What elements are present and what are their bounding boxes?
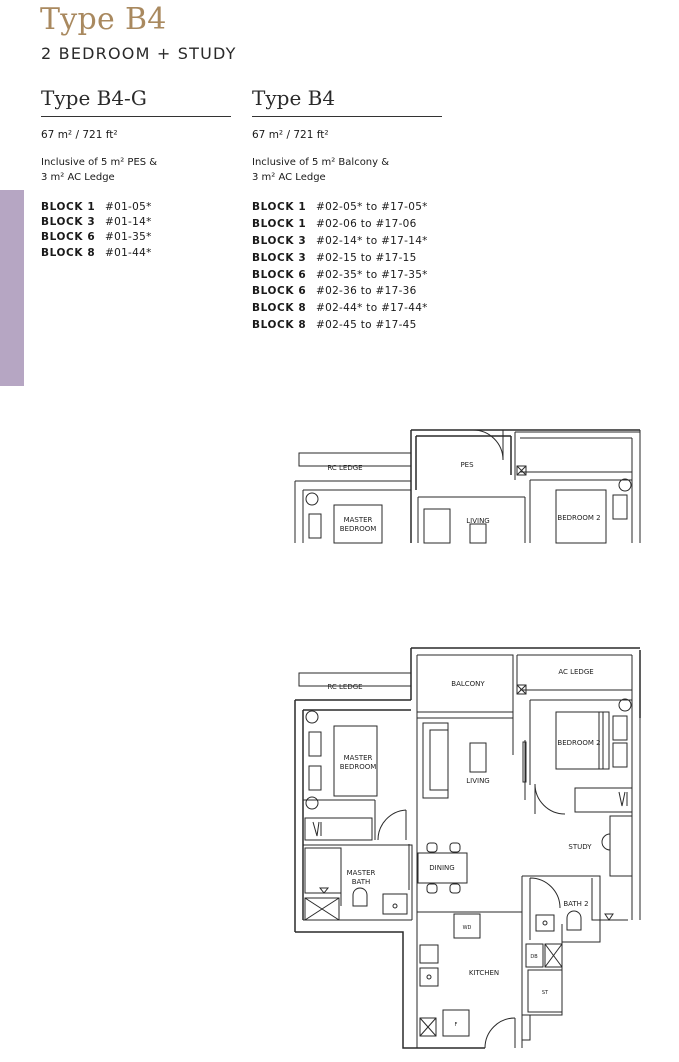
room-label-living: LIVING [466, 777, 490, 785]
block-name: BLOCK 3 [41, 216, 96, 229]
block-name: BLOCK 6 [252, 285, 307, 298]
room-label-pes: PES [460, 461, 474, 469]
inclusive-line: 3 m² AC Ledge [252, 172, 326, 183]
room-label-living: LIVING [466, 517, 490, 525]
room-label-bath-2: BATH 2 [563, 900, 589, 908]
room-label-dining: DINING [429, 864, 455, 872]
block-name: BLOCK 8 [252, 318, 307, 331]
block-units: #02-45 to #17-45 [316, 318, 417, 331]
block-units: #01-44* [105, 246, 152, 259]
block-name: BLOCK 6 [252, 268, 307, 281]
page-title: Type B4 [40, 2, 167, 37]
room-label-balcony: BALCONY [451, 680, 485, 688]
room-label-study: STUDY [568, 843, 592, 851]
room-label-db: DB [530, 954, 538, 960]
room-label-master-bedroom: BEDROOM [339, 763, 377, 771]
floor-plan-b4g [295, 430, 640, 543]
block-units: #02-15 to #17-15 [316, 251, 417, 264]
appliance-label-f: F [454, 1022, 458, 1028]
block-name: BLOCK 1 [252, 201, 307, 214]
room-label-bedroom-2: BEDROOM 2 [557, 514, 601, 522]
block-name: BLOCK 1 [41, 200, 96, 213]
unit-type-heading: Type B4-G [41, 86, 231, 117]
room-label-ac-ledge: AC LEDGE [558, 668, 594, 676]
room-label-master-bath: MASTER [346, 869, 376, 877]
block-units: #01-05* [105, 200, 152, 213]
room-label-bedroom-2: BEDROOM 2 [557, 739, 601, 747]
block-units: #02-44* to #17-44* [316, 302, 428, 315]
block-name: BLOCK 8 [252, 302, 307, 315]
block-name: BLOCK 3 [252, 234, 307, 247]
block-name: BLOCK 1 [252, 218, 307, 231]
inclusive-line: Inclusive of 5 m² Balcony & [252, 157, 390, 168]
block-units: #02-35* to #17-35* [316, 268, 428, 281]
block-name: BLOCK 6 [41, 231, 96, 244]
room-label-master-bedroom: MASTER [343, 754, 373, 762]
inclusive-line: Inclusive of 5 m² PES & [41, 157, 158, 168]
room-label-master-bedroom: MASTER [343, 516, 373, 524]
page-subtitle: 2 BEDROOM + STUDY [41, 44, 237, 63]
block-units: #01-14* [105, 216, 152, 229]
block-units: #01-35* [105, 231, 152, 244]
room-label-rc-ledge: RC LEDGE [327, 683, 363, 691]
room-label-kitchen: KITCHEN [468, 969, 500, 977]
block-units: #02-36 to #17-36 [316, 285, 417, 298]
unit-area: 67 m² / 721 ft² [41, 129, 118, 141]
unit-area: 67 m² / 721 ft² [252, 129, 329, 141]
block-units: #02-05* to #17-05* [316, 201, 428, 214]
inclusive-line: 3 m² AC Ledge [41, 172, 115, 183]
block-units: #02-06 to #17-06 [316, 218, 417, 231]
room-label-master-bedroom: BEDROOM [339, 525, 377, 533]
block-units: #02-14* to #17-14* [316, 234, 428, 247]
unit-type-heading: Type B4 [252, 86, 442, 117]
appliance-label-wd: WD [462, 925, 472, 931]
block-name: BLOCK 3 [252, 251, 307, 264]
floor-plan-b4 [295, 648, 640, 1048]
room-label-master-bath: BATH [351, 878, 371, 886]
room-label-rc-ledge: RC LEDGE [327, 464, 363, 472]
room-label-st: ST [541, 990, 549, 996]
block-name: BLOCK 8 [41, 246, 96, 259]
